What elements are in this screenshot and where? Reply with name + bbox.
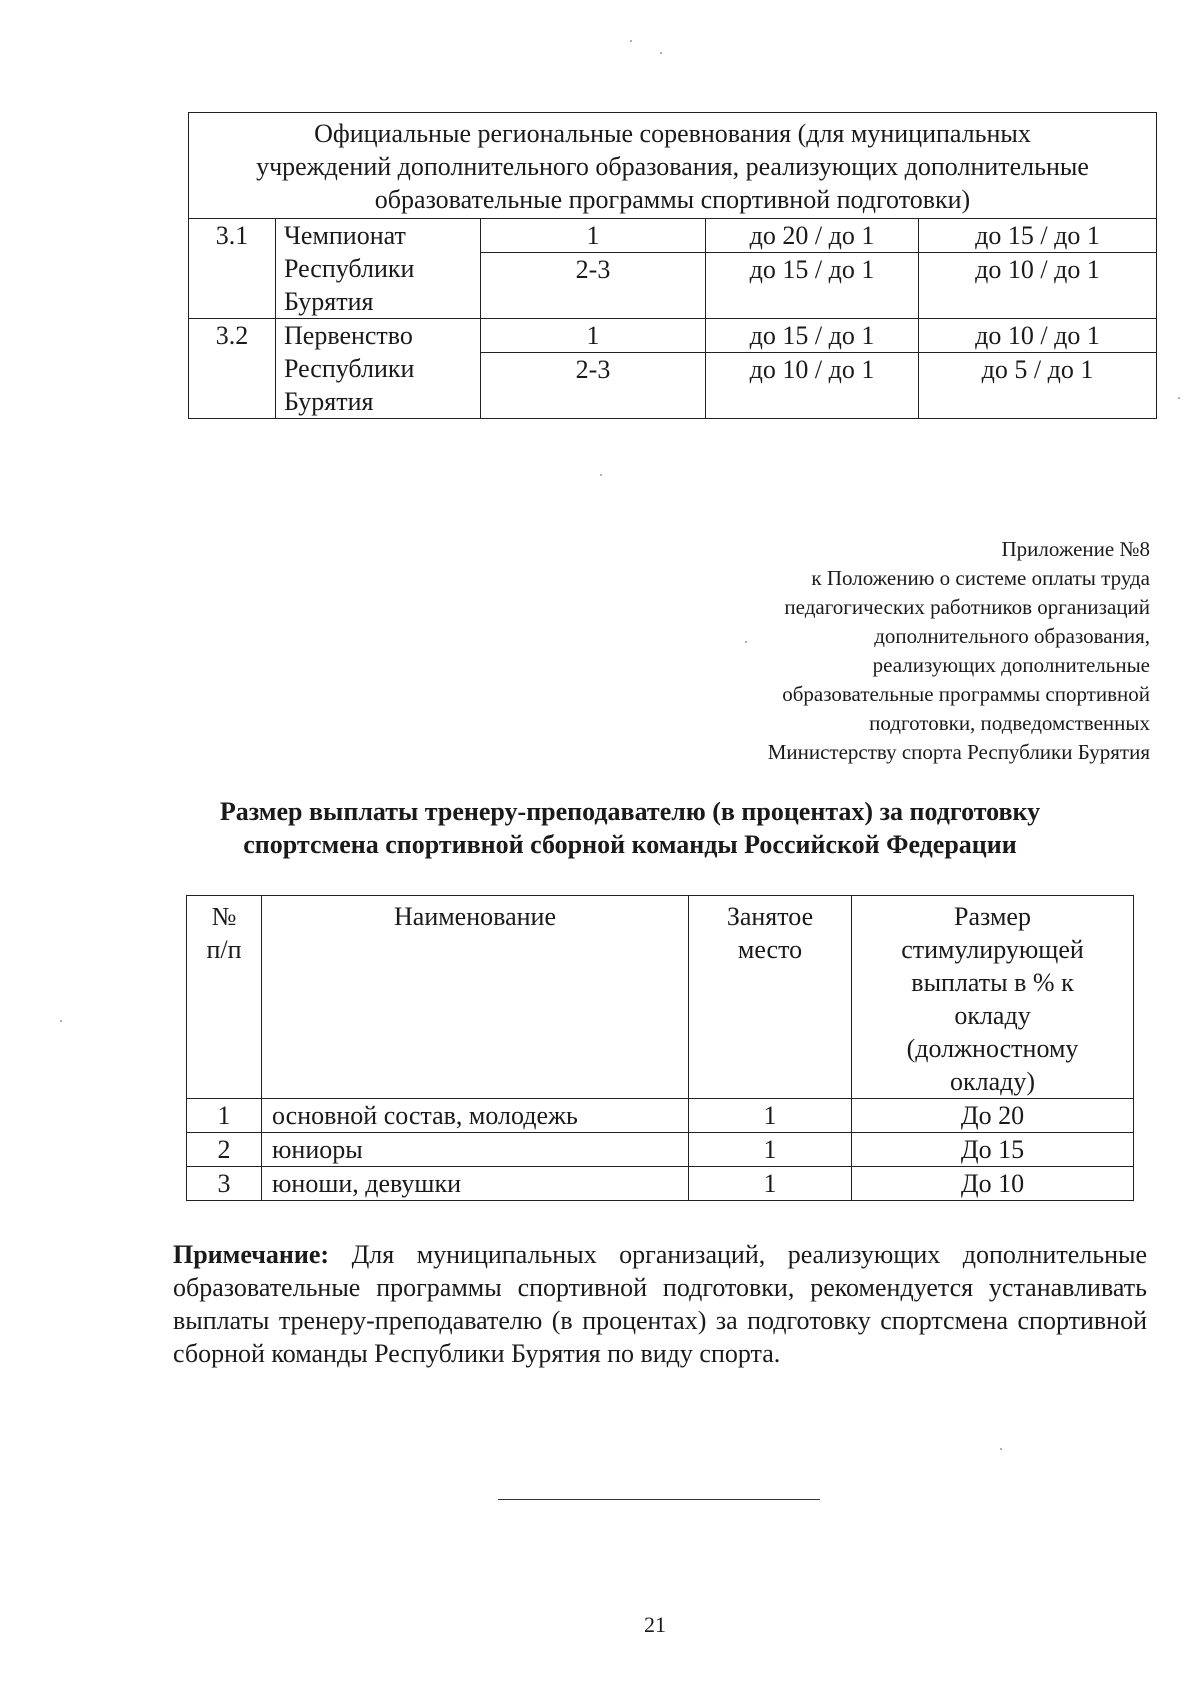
- place-cell: 2-3: [481, 253, 706, 319]
- table-section-header: [189, 113, 1157, 219]
- header-line: №: [211, 902, 237, 931]
- value-cell: до 5 / до 1: [919, 353, 1157, 419]
- appendix-line: подготовки, подведомственных: [869, 711, 1150, 735]
- title-line: Размер выплаты тренеру-преподавателю (в процентах) за подготовку: [219, 797, 1041, 826]
- column-header-size: [852, 896, 1134, 1099]
- appendix-line: Министерству спорта Республики Бурятия: [767, 740, 1150, 764]
- header-line: образовательные программы спортивной подготовки): [374, 185, 971, 214]
- value-cell: до 15 / до 1: [919, 219, 1157, 253]
- header-line: п/п: [206, 935, 242, 964]
- table-row: [187, 1133, 1134, 1167]
- header-line: Размер: [954, 902, 1031, 931]
- separator-line: [498, 1499, 820, 1500]
- row-name: юниоры: [262, 1133, 689, 1167]
- value-cell: до 10 / до 1: [919, 253, 1157, 319]
- value-cell: до 10 / до 1: [706, 353, 919, 419]
- name-line: Чемпионат: [284, 221, 406, 250]
- regional-competitions-table: [188, 112, 1157, 419]
- appendix-header: [590, 535, 1150, 767]
- name-line: Республики: [284, 254, 415, 283]
- note-text: Для муниципальных организаций, реализующих дополнительные образовательные программы спортивной подготовки, рекомендуется устанавливать выплаты тренеру-преподавателю (в процентах) за подготовку спортсмена спортивной сборной команды Республики Бурятия по виду спорта.: [173, 1240, 1148, 1368]
- table-row: [187, 1167, 1134, 1201]
- appendix-line: образовательные программы спортивной: [782, 682, 1150, 706]
- appendix-line: реализующих дополнительные: [872, 653, 1150, 677]
- row-place: 1: [689, 1133, 852, 1167]
- table-row: [189, 319, 1157, 353]
- competition-name: [276, 219, 481, 319]
- appendix-line: педагогических работников организаций: [784, 595, 1150, 619]
- payment-table: [186, 895, 1134, 1201]
- header-line: окладу: [954, 1001, 1031, 1030]
- scan-speck: [60, 1020, 62, 1022]
- row-number: 3.1: [189, 219, 276, 319]
- header-line: (должностному: [906, 1034, 1079, 1063]
- appendix-line: дополнительного образования,: [874, 624, 1150, 648]
- row-number: 1: [187, 1099, 262, 1133]
- header-line: место: [737, 935, 803, 964]
- header-line: стимулирующей: [901, 935, 1084, 964]
- header-line: выплаты в % к: [911, 968, 1074, 997]
- value-cell: до 20 / до 1: [706, 219, 919, 253]
- name-line: Республики: [284, 354, 415, 383]
- scan-speck: [660, 52, 662, 54]
- title-line: спортсмена спортивной сборной команды Российской Федерации: [243, 830, 1017, 859]
- row-place: 1: [689, 1167, 852, 1201]
- place-cell: 2-3: [481, 353, 706, 419]
- column-header-name: Наименование: [262, 896, 689, 1099]
- name-line: Первенство: [284, 321, 413, 350]
- scan-speck: [630, 40, 632, 42]
- header-line: Занятое: [726, 902, 814, 931]
- scan-speck: [1178, 397, 1180, 399]
- header-line: учреждений дополнительного образования, реализующих дополнительные: [256, 152, 1089, 181]
- competition-name: [276, 319, 481, 419]
- row-place: 1: [689, 1099, 852, 1133]
- appendix-line: Приложение №8: [1001, 537, 1150, 561]
- name-line: Бурятия: [284, 287, 374, 316]
- appendix-line: к Положению о системе оплаты труда: [811, 566, 1150, 590]
- row-name: юноши, девушки: [262, 1167, 689, 1201]
- scan-speck: [1000, 1448, 1002, 1450]
- row-number: 3.2: [189, 319, 276, 419]
- header-line: Официальные региональные соревнования (для муниципальных: [314, 119, 1031, 148]
- place-cell: 1: [481, 219, 706, 253]
- table-header-row: [187, 896, 1134, 1099]
- row-size: До 10: [852, 1167, 1134, 1201]
- value-cell: до 10 / до 1: [919, 319, 1157, 353]
- value-cell: до 15 / до 1: [706, 319, 919, 353]
- header-line: окладу): [949, 1067, 1036, 1096]
- note-label: Примечание:: [173, 1240, 330, 1269]
- table-row: [187, 1099, 1134, 1133]
- table-header-row: [189, 113, 1157, 219]
- page-number: 21: [644, 1612, 666, 1637]
- column-header-number: [187, 896, 262, 1099]
- row-size: До 20: [852, 1099, 1134, 1133]
- row-size: До 15: [852, 1133, 1134, 1167]
- row-name: основной состав, молодежь: [262, 1099, 689, 1133]
- row-number: 3: [187, 1167, 262, 1201]
- scan-speck: [600, 474, 602, 476]
- note-paragraph: [173, 1238, 1147, 1370]
- column-header-place: [689, 896, 852, 1099]
- name-line: Бурятия: [284, 387, 374, 416]
- table-row: [189, 219, 1157, 253]
- scan-speck: [745, 641, 747, 643]
- place-cell: 1: [481, 319, 706, 353]
- row-number: 2: [187, 1133, 262, 1167]
- document-title: [150, 795, 1110, 861]
- value-cell: до 15 / до 1: [706, 253, 919, 319]
